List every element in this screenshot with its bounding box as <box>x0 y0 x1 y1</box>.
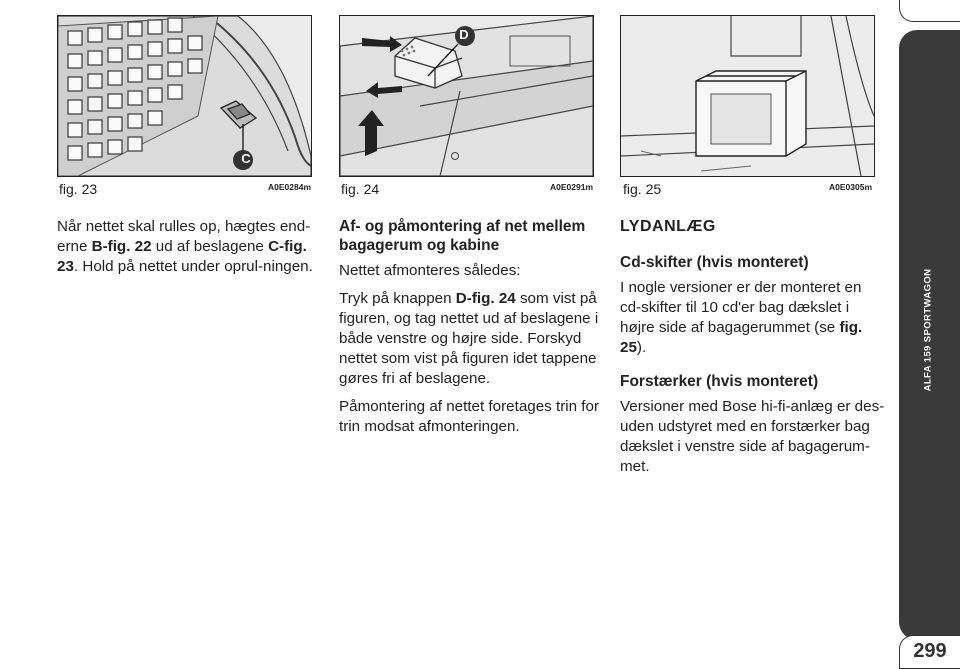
figure-reference: D-fig. 24 <box>455 290 516 307</box>
figure-25-illustration <box>621 16 874 176</box>
text: Når nettet skal rulles op, hægtes end-erne <box>57 218 311 255</box>
figure-23-illustration <box>58 16 311 176</box>
text: ud af beslagene <box>151 238 269 255</box>
text: . Hold på nettet under oprul-ningen. <box>73 258 313 275</box>
figure-25 <box>620 15 875 177</box>
figure-24-label: fig. 24 <box>341 181 380 197</box>
figure-25-code: A0E0305m <box>829 182 873 192</box>
paragraph: Versioner med Bose hi-fi-anlæg er des-uden udstyret med en forstærker bag dækslet i venstre side af bagagerum-met. <box>620 398 885 475</box>
text: som vist på figuren, og tag nettet ud af beslagene i både venstre og højre side. Forskyd nettet som vist på figuren idet tappene gøres fri af beslagene. <box>339 290 599 387</box>
text: I nogle versioner er der monteret en cd-skifter til 10 cd'er bag dækslet i højre side af bagagerummet (se <box>620 279 862 336</box>
figure-24-callout: D <box>459 27 469 42</box>
figure-23-code: A0E0284m <box>268 182 312 192</box>
figure-reference: B-fig. 22 <box>91 238 152 255</box>
figure-23 <box>57 15 312 177</box>
sidebar-title: ALFA 159 SPORTWAGON <box>922 268 934 392</box>
figure-24-code: A0E0291m <box>550 182 594 192</box>
paragraph: Påmontering af nettet foretages trin for trin modsat afmonteringen. <box>339 398 600 435</box>
page-number: 299 <box>899 635 960 669</box>
column-1-paragraph <box>57 217 322 277</box>
column-3 <box>620 217 885 485</box>
paragraph <box>620 278 885 358</box>
figure-reference: fig. 25 <box>620 319 863 356</box>
text: ). <box>636 339 647 356</box>
text: Tryk på knappen <box>339 290 456 307</box>
cd-changer-heading: Cd-skifter (hvis monteret) <box>620 254 809 271</box>
column-1 <box>57 217 322 285</box>
section-title: LYDANLÆG <box>620 218 716 235</box>
paragraph <box>339 289 604 389</box>
net-mounting-heading: Af- og påmontering af net mellem bagagerum og kabine <box>339 218 586 254</box>
sidebar-tab-top <box>899 0 960 22</box>
figure-23-label: fig. 23 <box>59 181 98 197</box>
column-2 <box>339 217 604 445</box>
amplifier-heading: Forstærker (hvis monteret) <box>620 373 819 390</box>
figure-reference: C-fig. 23 <box>57 238 307 275</box>
figure-23-callout: C <box>241 151 251 166</box>
paragraph: Nettet afmonteres således: <box>339 262 521 279</box>
figure-25-label: fig. 25 <box>623 181 662 197</box>
